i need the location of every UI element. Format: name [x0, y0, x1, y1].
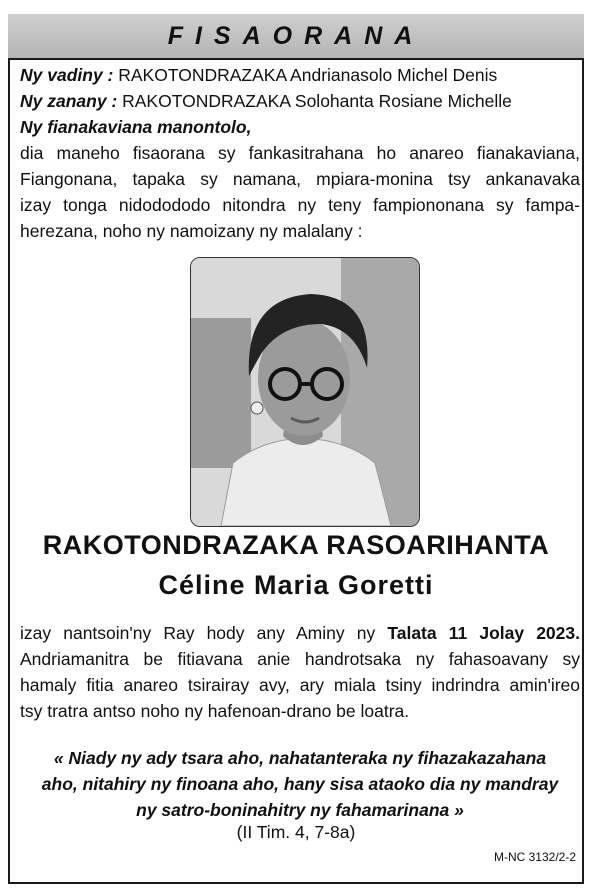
- quote-line: ny satro-boninahitry ny fahamarinana »: [136, 800, 464, 820]
- death-date: Talata 11 Jolay 2023.: [387, 623, 580, 643]
- body-section: [20, 620, 580, 724]
- death-date-prefix: izay nantsoin'ny Ray hody any Aminy ny: [20, 623, 388, 643]
- spouse-label: Ny vadiny :: [20, 65, 114, 85]
- notice-title: FISAORANA: [8, 14, 584, 60]
- spouse-line: [20, 62, 580, 88]
- notice-code: M-NC 3132/2-2: [493, 850, 576, 864]
- quote-line: « Niady ny ady tsara aho, nahatanteraka ny fihazakazahana: [53, 748, 547, 768]
- intro-text-line: izay tonga nidodododo nitondra ny teny fampiononana sy fampa-: [20, 195, 580, 215]
- child-label: Ny zanany :: [20, 91, 118, 111]
- body-text-line: Andriamanitra be fitiavana anie handrotsaka ny fahasoavany sy: [20, 649, 580, 669]
- deceased-surname: RAKOTONDRAZAKA RASOARIHANTA: [42, 530, 550, 560]
- deceased-given-names: Céline Maria Goretti: [158, 570, 434, 600]
- child-line: [20, 88, 580, 114]
- intro-section: [20, 62, 580, 244]
- child-name: RAKOTONDRAZAKA Solohanta Rosiane Michelle: [122, 91, 512, 111]
- family-label: Ny fianakaviana manontolo,: [20, 117, 252, 137]
- intro-text-line: herezana, noho ny namoizany ny malalany :: [20, 221, 363, 241]
- bible-quote: [20, 745, 580, 823]
- death-date-line: [20, 620, 580, 646]
- intro-text-line: Fiangonana, tapaka sy namana, mpiara-monina tsy ankanavaka: [20, 169, 580, 189]
- quote-reference: (II Tim. 4, 7-8a): [236, 822, 356, 842]
- spouse-name: RAKOTONDRAZAKA Andrianasolo Michel Denis: [118, 65, 498, 85]
- quote-line: aho, nitahiry ny finoana aho, hany sisa ataoko dia ny mandray: [41, 774, 559, 794]
- body-text-line: tsy tratra antso noho ny hafenoan-drano be loatra.: [20, 701, 410, 721]
- intro-text-line: dia maneho fisaorana sy fankasitrahana ho anareo fianakaviana,: [20, 143, 580, 163]
- portrait-photo: [190, 257, 420, 527]
- portrait-illustration: [191, 258, 419, 526]
- body-text-line: hamaly fitia anareo tsirairay avy, ary miala tsiny indrindra amin'ireo: [20, 675, 580, 695]
